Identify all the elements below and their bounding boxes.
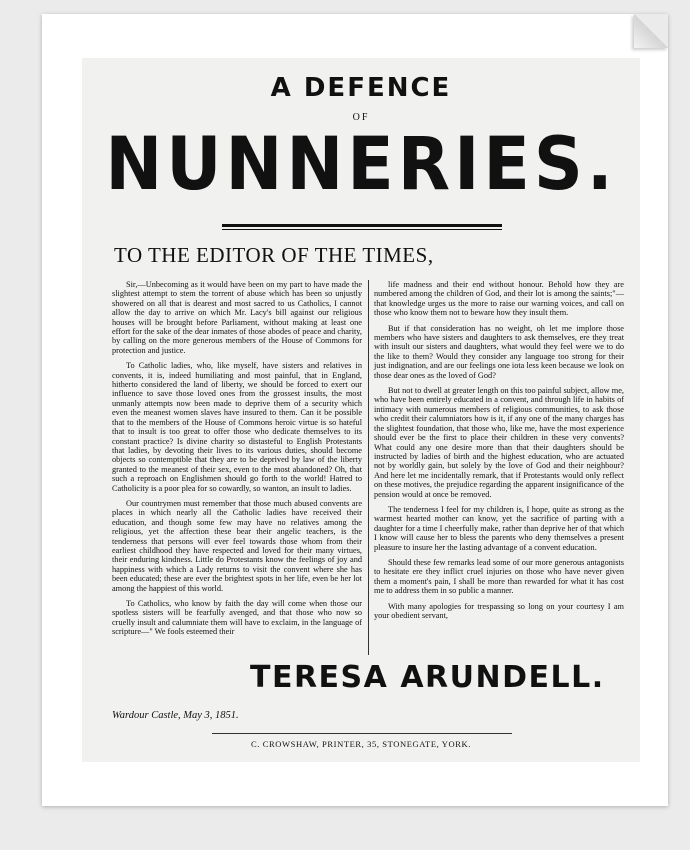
paragraph: Sir,—Unbecoming as it would have been on my part to have made the slightest attempt to stem the torrent of abuse which has been so unjustly showered on all that is dearest and most sacred to us Catholics, I cannot allow the day to arrive on which Mr. Lacy's bill against our religious houses will be brought before Parliament, without making at least one effort for the sake of the dear inmates of those abodes of peace and charity, by calling on the more generous members of the House of Commons for protection and justice. [112, 280, 362, 355]
title-top: A DEFENCE [270, 73, 452, 103]
paragraph: Our countrymen must remember that those much abused convents are places in which nearly all the Catholic ladies have received their education, and though some few may have no relatives among the religious, yet the affection these bear their angelic teachers, is the tenderness that persons will ever feel towards those whom from their earliest childhood they have respected and loved for their many virtues, their enduring kindness. Little do Protestants know the feelings of joy and happiness with which a Lady returns to visit the convent where she has been educated; these are ever the brightest spots in her life, even be her lot among the happiest of this world. [112, 498, 362, 593]
paragraph: To Catholic ladies, who, like myself, have sisters and relatives in convents, it is, indeed humiliating and most painful, that in England, hitherto considered the land of liberty, we should be forced to exert our influence to save those loved ones from the grossest insults, the most unmanly attempts now been made to deprive them of a security which even the meanest women slaves have insured to them. Can it be possible that to the members of the House of Commons heroic virtue is so hateful that to insult is too great to offer those who dedicate themselves to its constant practice? Is divine charity so distasteful to English Protestants that ladies, by devoting their lives to its various duties, should become objects so contemptible that they are to be deprived by law of the liberty granted to the meanest of their sex, even to the most abandoned? Oh, that such a reproach on Englishmen should go forth to the world! Hatred to Catholicity is a poor plea for so cowardly, so wanton, an insult to ladies. [112, 361, 362, 493]
paragraph: The tenderness I feel for my children is, I hope, quite as strong as the warmest hearted mother can know, yet the sacrifice of parting with a daughter for a time I cheerfully make, rather than deprive her of that which I know will cause her to bless the parents who deny themselves a present pleasure to insure her the lasting advantage of a convent education. [374, 504, 624, 552]
title-rule-thin [222, 229, 502, 230]
paragraph: Should these few remarks lead some of our more generous antagonists to hesitate ere they inflict cruel injuries on those who have never given them a moment's pain, I shall be more than rewarded for what it has cost me to address them in so public a manner. [374, 557, 624, 596]
place-date: Wardour Castle, May 3, 1851. [112, 710, 239, 721]
left-column [112, 280, 362, 643]
paragraph: life madness and their end without honour. Behold how they are numbered among the children of God, and their lot is among the saints;"—that knowledge urges us the more to raise our warning voices, and call on those who know them not to beware how they insult them. [374, 280, 624, 318]
salutation: TO THE EDITOR OF THE TIMES, [114, 243, 434, 267]
broadside-poster [82, 58, 640, 762]
paragraph: But not to dwell at greater length on this too painful subject, allow me, who have been entirely educated in a convent, and through life in habits of intimacy with numerous members of religious communities, to ask those who credit their calumniators how is it, if any one of the many charges has the slightest foundation, that those who, like me, have the most experience should ever be the first to place their children in these very convents? What could any one desire more than that their daughters should be instructed by ladies of birth and the highest education, who are actuated not by worldly gain, but solely by the love of God and their neighbour? And here let me incidentally remark, that if Protestants would only reflect on these motives, the prejudice regarding the apparent insignificance of the pension would at once be removed. [374, 386, 624, 499]
title-main: NUNNERIES. [105, 121, 617, 208]
paragraph: But if that consideration has no weight, oh let me implore those members who have sisters and daughters to ask themselves, ere they treat with insult our sisters and daughters, what would they feel were we to do the like to them? Would they consider any language too strong for their just indignation, and are our feelings one iota less keen because we look on those dear ones as the loved of God? [374, 323, 624, 380]
signature: TERESA ARUNDELL. [250, 660, 605, 695]
title-rule [222, 224, 502, 227]
printer-imprint: C. CROWSHAW, PRINTER, 35, STONEGATE, YORK. [251, 739, 471, 749]
title-of: OF [352, 112, 370, 123]
page-curl [634, 14, 668, 48]
footer-rule [212, 733, 512, 734]
column-divider [368, 280, 369, 655]
paragraph: With many apologies for trespassing so long on your courtesy I am your obedient servant, [374, 601, 624, 620]
right-column [374, 280, 624, 626]
paragraph: To Catholics, who know by faith the day will come when those our spotless sisters will be fearfully avenged, and that those who now so cruelly insult and calumniate them will have to exclaim, in the language of scripture—" We fools esteemed their [112, 599, 362, 637]
